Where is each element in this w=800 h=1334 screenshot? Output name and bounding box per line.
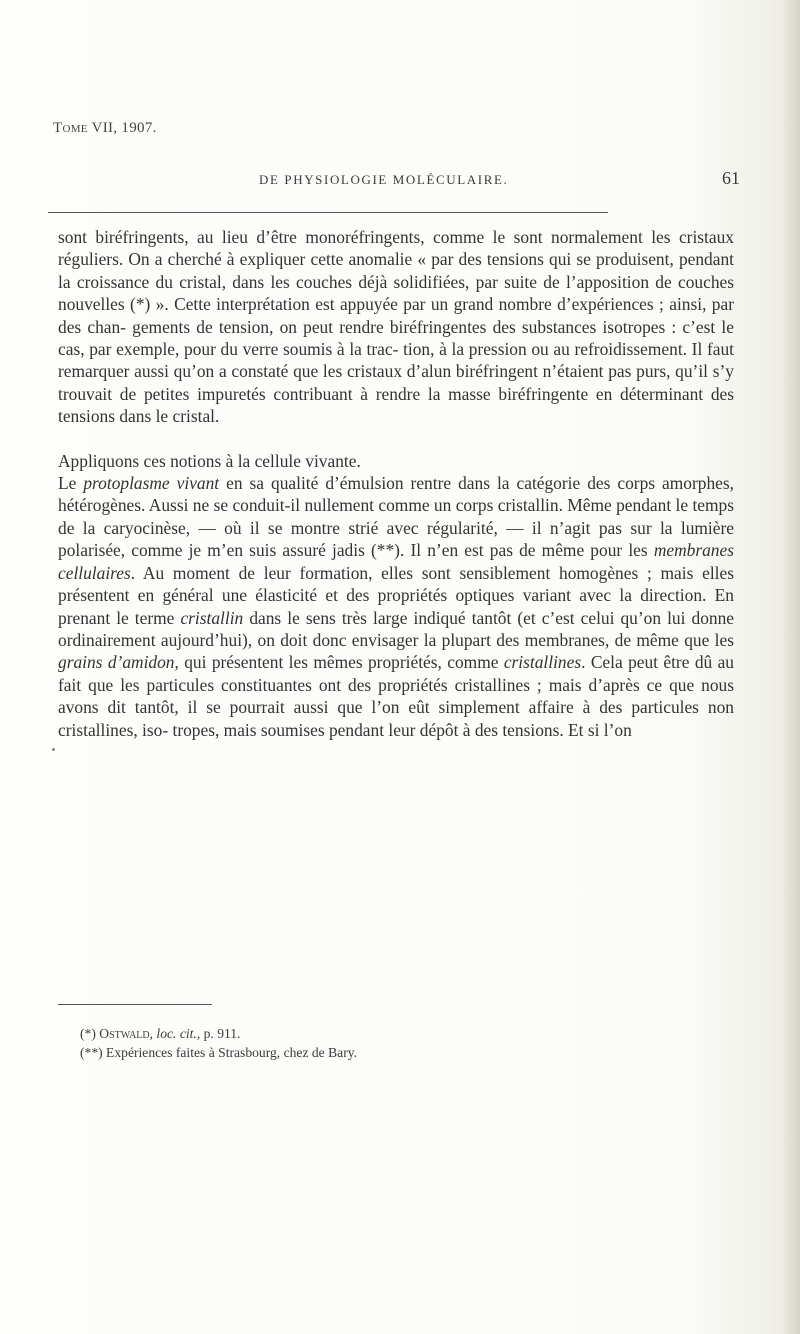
text-line: la caryocinèse, — où il se montre strié avec régularité, — il n’agit <box>82 517 591 538</box>
text-line: mais elles présentent en général une élasticité et des propriétés <box>58 562 734 606</box>
footnote-1 <box>80 1024 740 1043</box>
text-line: l’on eût simplement affaire à des particules non cristallines, iso- <box>58 697 734 740</box>
text-line: aussi qu’on a constaté que les cristaux d’alun biréfringent n’étaient <box>134 361 604 382</box>
text-line: tion, à la pression ou au refroidissement. Il faut remarquer <box>58 339 734 382</box>
footnote-rule <box>58 1004 212 1005</box>
volume-line <box>53 120 157 137</box>
text-line: membranes, de même que les <box>524 629 734 650</box>
text-line: Appliquons ces notions à la cellule vivante. <box>58 450 361 471</box>
header-rule <box>48 212 608 213</box>
text-line: pas purs, qu’il s’y trouvait de petites impuretés contribuant à <box>58 361 734 404</box>
emphasis-membranes: membranes cellulaires <box>58 540 734 583</box>
body-text <box>58 226 734 741</box>
text-line: tropes, mais soumises pendant leur dépôt à des tensions. Et si l’on <box>172 719 632 740</box>
footnote-author: Ostwald <box>99 1026 150 1041</box>
footnote-sep: , <box>149 1026 157 1041</box>
paragraph-3 <box>58 472 734 741</box>
text-line: pas sur la lumière polarisée, comme je m’en suis assuré jadis (**). <box>58 517 734 561</box>
footnote-ref: loc. cit. <box>156 1026 197 1041</box>
page-edge-shadow <box>782 0 800 1334</box>
text-line: dans le sens très large indiqué tantôt (et c’est celui qu’on lui donne <box>249 607 735 628</box>
text-line: , qui présentent les <box>174 652 308 673</box>
text-line: l’apposition de couches nouvelles (*) ». Cette interprétation est <box>58 271 734 315</box>
text-line: . Cela peut être dû au fait <box>58 652 734 695</box>
text-line: moment de leur formation, elles sont sensiblement homogènes ; <box>172 562 652 583</box>
text-line: mais d’après ce que nous avons dit tantôt, il se pourrait aussi que <box>58 674 734 718</box>
text-line: . Au <box>130 562 165 583</box>
text-line: appuyée par un grand nombre d’expériences ; ainsi, par des chan- <box>58 294 735 337</box>
paragraph-2 <box>58 450 734 472</box>
text-line: que les particules constituantes ont des propriétés cristallines ; <box>88 674 542 695</box>
text-line: ordinairement aujourd’hui), on doit donc envisager la plupart des <box>58 629 520 650</box>
volume-label: Tome <box>53 120 88 136</box>
text-line: normalement les cristaux réguliers. On a cherché à expliquer <box>58 227 734 270</box>
text-line: optiques variant avec la direction. En prenant le terme <box>58 585 734 628</box>
volume-year: VII, 1907. <box>87 120 157 136</box>
text-line: catégorie des corps amorphes, hétérogènes. Aussi ne se conduit-il <box>58 473 734 516</box>
text-line: Le <box>58 473 84 494</box>
text-line: isotropes : c’est le cas, par exemple, pour du verre soumis à la trac- <box>58 316 734 360</box>
emphasis-grains: grains d’amidon <box>58 652 175 673</box>
text-line: croissance du cristal, dans les couches déjà solidifiées, par suite de <box>76 271 560 292</box>
text-line: mêmes propriétés, comme <box>313 652 504 673</box>
footnote-2: (**) Expériences faites à Strasbourg, chez de Bary. <box>80 1045 358 1060</box>
text-line: rendre la masse biréfringente en déterminant des tensions dans le <box>58 383 734 427</box>
text-line: cristal. <box>172 406 220 427</box>
footnote-mark: (*) <box>80 1026 100 1041</box>
margin-speck <box>52 748 55 751</box>
text-line: gements de tension, on peut rendre biréfringentes des substances <box>132 316 597 337</box>
emphasis-cristallin: cristallin <box>180 607 244 628</box>
text-line: Il n’en est pas de même pour les <box>410 540 654 561</box>
text-line: nullement comme un corps cristallin. Même pendant le temps de <box>58 495 734 538</box>
text-line: cette anomalie « par des tensions qui se produisent, pendant la <box>58 249 735 292</box>
emphasis-cristallines: cristallines <box>503 652 582 673</box>
text-line: en sa qualité d’émulsion rentre dans la <box>219 473 510 494</box>
running-title: DE PHYSIOLOGIE MOLÉCULAIRE. <box>259 172 509 187</box>
emphasis-protoplasme: protoplasme vivant <box>83 473 220 494</box>
footnotes <box>80 1024 740 1062</box>
text-line: sont biréfringents, au lieu d’être monoréfringents, comme le sont <box>58 227 543 247</box>
paragraph-1 <box>58 226 734 428</box>
footnote-page: , p. 911. <box>196 1026 241 1041</box>
page-number: 61 <box>722 168 740 188</box>
